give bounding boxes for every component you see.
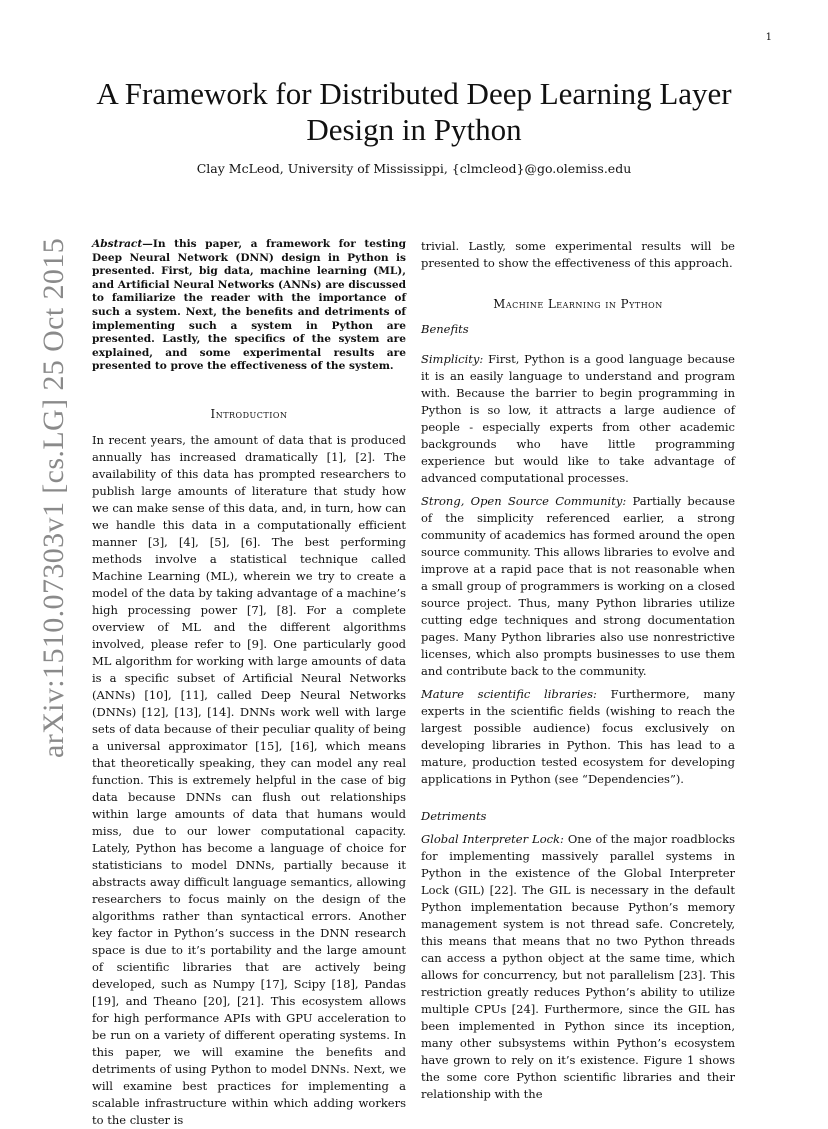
- community-paragraph: [421, 493, 735, 680]
- detriments-heading: Detriments: [421, 809, 487, 823]
- gil-text: One of the major roadblocks for implementing massively parallel systems in Python in the existence of the Global Interpreter Lock (GIL) [22]. The GIL is necessary in the default Python implementation because Python’s memory management system is not thread safe. Concretely, this means that means that no two Python threads can access a python object at the same time, which allows for concurrency, but not parallelism [23]. This restriction greatly reduces Python’s ability to utilize multiple CPUs [24]. Furthermore, since the GIL has been implemented in Python since its inception, many other subsystems within Python’s ecosystem have grown to rely on it’s existence. Figure 1 shows the some core Python scientific libraries and their relationship with the: [421, 832, 735, 1101]
- libraries-text: Furthermore, many experts in the scientific fields (wishing to reach the largest possible audience) focus exclusively on developing libraries in Python. This has lead to a mature, production tested ecosystem for developing applications in Python (see “Dependencies”).: [421, 687, 735, 786]
- simplicity-title: Simplicity:: [421, 352, 484, 366]
- right-column: [421, 238, 735, 1103]
- gil-title: Global Interpreter Lock:: [421, 832, 564, 846]
- introduction-heading: Introduction: [210, 406, 288, 421]
- page-number: 1: [765, 32, 772, 43]
- simplicity-paragraph: [421, 351, 735, 487]
- paper-title: A Framework for Distributed Deep Learning Layer Design in Python: [96, 76, 732, 147]
- community-text: Partially because of the simplicity referenced earlier, a strong community of academics has formed around the open source community. This allows libraries to evolve and improve at a rapid pace that is not reasonable when a small group of programmers is working on a closed source project. Thus, many Python libraries utilize cutting edge techniques and strong documentation pages. Many Python libraries also use nonrestrictive licenses, which also prompts businesses to use them and contribute back to the community.: [421, 494, 736, 678]
- abstract-label: Abstract: [92, 238, 143, 250]
- community-title: Strong, Open Source Community:: [421, 494, 627, 508]
- libraries-paragraph: [421, 686, 735, 788]
- author-line: Clay McLeod, University of Mississippi, {clmcleod}@go.olemiss.edu: [196, 161, 632, 176]
- introduction-continuation: trivial. Lastly, some experimental results will be presented to show the effectiveness of this approach.: [421, 239, 735, 270]
- ml-section-heading: Machine Learning in Python: [493, 297, 663, 311]
- abstract: [92, 238, 406, 374]
- abstract-text: —In this paper, a framework for testing Deep Neural Network (DNN) design in Python is presented. First, big data, machine learning (ML), and Artificial Neural Networks (ANNs) are discussed to familiarize the reader with the importance of such a system. Next, the benefits and detriments of implementing such a system in Python are presented. Lastly, the specifics of the system are explained, and some experimental results are presented to prove the effectiveness of the system.: [92, 238, 406, 373]
- introduction-paragraph: In recent years, the amount of data that is produced annually has increased dramatically [1], [2]. The availability of this data has prompted researchers to publish large amounts of literature that study how we can make sense of this data, and, in turn, how can we handle this data in a computationally efficient manner [3], [4], [5], [6]. The best performing methods involve a statistical technique called Machine Learning (ML), wherein we try to create a model of the data by taking advantage of a machine’s high processing power [7], [8]. For a complete overview of ML and the different algorithms involved, please refer to [9]. One particularly good ML algorithm for working with large amounts of data is a specific subset of Artificial Neural Networks (ANNs) [10], [11], called Deep Neural Networks (DNNs) [12], [13], [14]. DNNs work well with large sets of data because of their peculiar quality of being a universal approximator [15], [16], which means that theoretically speaking, they can model any real function. This is extremely helpful in the case of big data because DNNs can flush out relationships within large amounts of data that humans would miss, due to our lower computational capacity. Lately, Python has become a language of choice for statisticians to model DNNs, partially because it abstracts away difficult language semantics, allowing researchers to focus mainly on the design of the algorithms rather than syntactical errors. Another key factor in Python’s success in the DNN research space is due to it’s portability and the large amount of scientific libraries that are actively being developed, such as Numpy [17], Scipy [18], Pandas [19], and Theano [20], [21]. This ecosystem allows for high performance APIs with GPU acceleration to be run on a variety of different operating systems. In this paper, we will examine the benefits and detriments of using Python to model DNNs. Next, we will examine best practices for implementing a scalable infrastructure within which adding workers to the cluster is: [92, 432, 406, 1127]
- libraries-title: Mature scientific libraries:: [421, 687, 597, 701]
- simplicity-text: First, Python is a good language because it is an easily language to understand and program with. Because the barrier to begin programming in Python is so low, it attracts a large audience of people - especially experts from other academic backgrounds who have little programming experience but would like to take advantage of advanced computational processes.: [421, 352, 735, 485]
- arxiv-identifier-stamp: arXiv:1510.07303v1 [cs.LG] 25 Oct 2015: [37, 237, 70, 758]
- benefits-heading: Benefits: [421, 322, 469, 336]
- left-column: [92, 238, 406, 1129]
- gil-paragraph: [421, 831, 735, 1103]
